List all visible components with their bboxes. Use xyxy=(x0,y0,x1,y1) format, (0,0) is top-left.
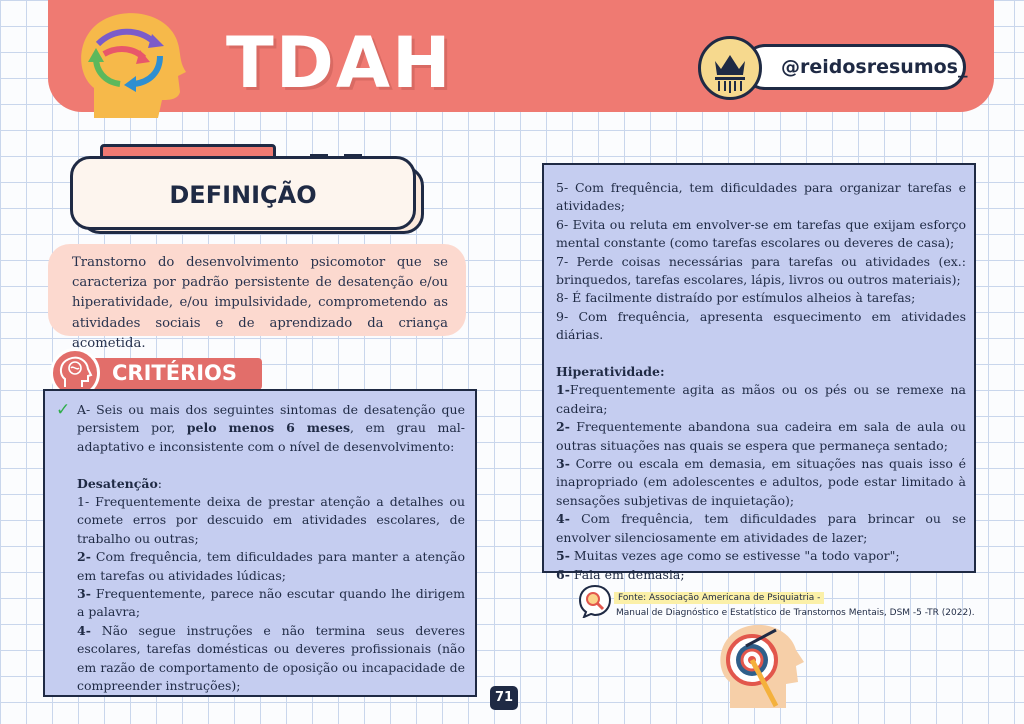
list-item xyxy=(77,548,465,585)
item-text: Não segue instruções e não termina seus deveres escolares, tarefas domésticas ou deveres profissionais (não em razão de comportamento de oposição ou incapacidade de compreender instruções); xyxy=(77,622,465,694)
criterion-a-text-end: , em grau mal-adaptativo e inconsistente com o nível de desenvolvimento: xyxy=(77,420,465,454)
source-line-2: Manual de Diagnóstico e Estatístico de Transtornos Mentais, DSM -5 -TR (2022). xyxy=(616,608,975,618)
item-number: 1- xyxy=(556,382,570,398)
desatencao-colon: : xyxy=(157,475,163,491)
item-number: 1- xyxy=(77,494,90,510)
criterion-a-duration: pelo menos 6 meses xyxy=(186,420,350,436)
desatencao-heading xyxy=(77,475,465,493)
criterion-a xyxy=(77,401,465,456)
item-number: 4- xyxy=(556,511,570,527)
item-number: 3- xyxy=(556,456,570,472)
definicao-title: DEFINIÇÃO xyxy=(169,181,317,209)
social-handle[interactable]: @reidosresumos_ xyxy=(742,44,966,90)
head-target-illustration xyxy=(716,622,808,710)
source-line-1: Fonte: Associação Americana de Psiquiatria - xyxy=(614,592,824,604)
list-item: 5- Com frequência, tem dificuldades para organizar tarefas e atividades; xyxy=(556,180,966,214)
criteria-right-text xyxy=(556,179,966,584)
criterios-title: CRITÉRIOS xyxy=(72,358,262,390)
list-item xyxy=(556,418,966,455)
hiperatividade-title: Hiperatividade: xyxy=(556,364,665,380)
item-text: Frequentemente deixa de prestar atenção a detalhes ou comete erros por descuido em atividades escolares, de trabalho ou outras; xyxy=(77,494,465,546)
desatencao-title: Desatenção xyxy=(77,475,158,491)
definicao-text: Transtorno do desenvolvimento psicomotor que se caracteriza por padrão persistente de desatenção e/ou hiperatividade, e/ou impulsividade, comprometendo as atividades sociais e de aprendizado da criança acometida. xyxy=(72,255,448,351)
list-item: 9- Com frequência, apresenta esquecimento em atividades diárias. xyxy=(556,308,966,343)
list-item xyxy=(556,381,966,418)
crown-logo xyxy=(698,36,762,100)
item-text: Muitas vezes age como se estivesse "a todo vapor"; xyxy=(569,548,900,564)
crown-icon xyxy=(701,39,759,97)
list-item xyxy=(77,493,465,548)
item-text: Frequentemente abandona sua cadeira em sala de aula ou outras situações nas quais se espera que permaneça sentado; xyxy=(556,419,966,453)
criteria-left-text xyxy=(77,401,465,695)
criterion-a-text: A- Seis ou mais dos seguintes sintomas de desatenção que persistem por, xyxy=(77,402,465,436)
list-item xyxy=(77,585,465,622)
list-item xyxy=(556,510,966,547)
item-text: Corre ou escala em demasia, em situações nas quais isso é inapropriado (em adolescentes e adultos, pode estar limitado à sensações subjetivas de inquietação); xyxy=(556,456,966,508)
item-text: Frequentemente agita as mãos ou os pés ou se remexe na cadeira; xyxy=(556,382,966,416)
hiperatividade-heading xyxy=(556,363,966,381)
item-text: Com frequência, tem dificuldades para brincar ou se envolver silenciosamente em atividades de lazer; xyxy=(556,511,966,545)
item-number: 4- xyxy=(77,622,91,638)
item-text: Frequentemente, parece não escutar quando lhe dirigem a palavra; xyxy=(77,586,465,620)
checkmark-icon: ✓ xyxy=(56,400,71,420)
item-number: 2- xyxy=(77,549,91,565)
page-title: TDAH xyxy=(226,22,453,104)
list-item: 8- É facilmente distraído por estímulos alheios à tarefas; xyxy=(556,290,916,306)
page-number: 71 xyxy=(490,686,518,710)
list-item: 7- Perde coisas necessárias para tarefas ou atividades (ex.: brinquedos, tarefas escolares, lápis, livros ou outros materiais); xyxy=(556,253,966,288)
list-item xyxy=(556,455,966,510)
item-number: 2- xyxy=(556,419,570,435)
list-item: 6- Evita ou reluta em envolver-se em tarefas que exijam esforço mental constante (como tarefas escolares ou deveres de casa); xyxy=(556,216,966,251)
magnifier-speech-icon xyxy=(578,584,612,618)
item-number: 6- xyxy=(556,566,570,582)
list-item xyxy=(556,547,966,565)
item-text: Fala em demasia; xyxy=(569,566,685,582)
item-text: Com frequência, tem dificuldades para manter a atenção em tarefas ou atividades lúdicas; xyxy=(77,549,465,583)
brain-arrows-head-icon xyxy=(74,8,192,128)
list-item xyxy=(556,566,966,584)
list-item xyxy=(77,622,465,696)
item-number: 5- xyxy=(556,548,570,564)
item-number: 3- xyxy=(77,586,91,602)
